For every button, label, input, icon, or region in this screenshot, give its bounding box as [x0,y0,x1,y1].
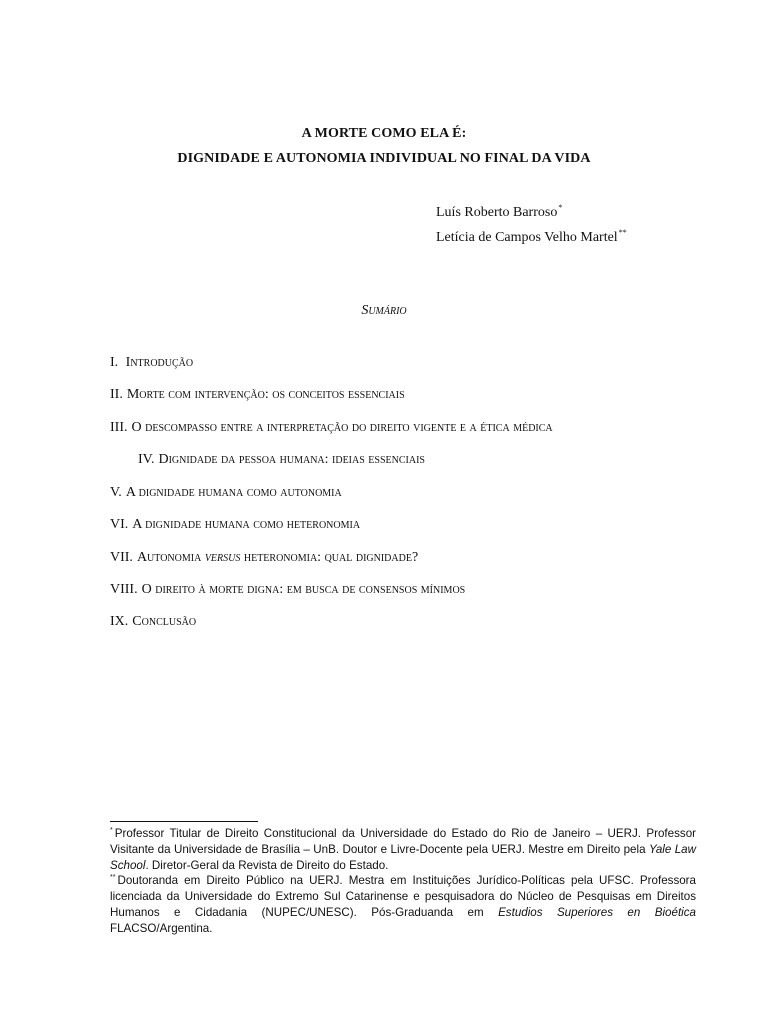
toc-text: Introdução [125,355,194,370]
toc-text: A dignidade humana como autonomia [125,485,342,500]
toc-number: V. [110,485,122,500]
toc-item [110,387,405,403]
toc-number: VI. [110,517,129,532]
toc-text: Conclusão [132,614,197,629]
footnote-2 [110,870,696,937]
toc-item [110,517,360,533]
toc-text: O direito à morte digna: em busca de consensos mínimos [141,582,466,597]
toc-item [110,614,196,630]
title-line-2: DIGNIDADE E AUTONOMIA INDIVIDUAL NO FINAL DA VIDA [177,151,591,166]
footnote-mark: ** [618,228,627,237]
footnote-text: . Diretor-Geral da Revista de Direito do Estado. [145,859,389,872]
toc-number: II. [110,387,123,402]
footnote-mark: * [558,203,563,212]
footnote-1 [110,823,696,874]
toc-item [110,550,418,566]
toc-number: III. [110,420,128,435]
footnote-italic: Yale Law School [110,843,696,872]
footnote-separator [110,821,258,822]
footnote-text: Professor Titular de Direito Constitucional da Universidade do Estado do Rio de Janeiro – UERJ. Professor Visitante da Universidade de Brasília – UnB. Doutor e Livre-Docente pela UERJ. Mestre em Direito pela [110,827,696,856]
toc-text: Dignidade da pessoa humana: ideias essenciais [158,452,425,467]
footnote-italic: Estudios Superiores en Bioética [498,906,696,919]
toc-number: IV. [138,452,155,467]
toc-text: Autonomia [136,550,202,565]
footnote-text: Doutoranda em Direito Público na UERJ. Mestra em Instituições Jurídico-Políticas pela UFSC. Professora licenciada da Universidade do Extremo Sul Catarinense e pesquisadora do Núcleo de Pesquisas em Direitos Humanos e Cidadania (NUPEC/UNESC). Pós-Graduanda em [110,874,696,919]
footnote-text: FLACSO/Argentina. [110,922,213,935]
toc-item [110,582,465,598]
toc-item [138,452,425,468]
toc-number: VIII. [110,582,138,597]
author-name: Luís Roberto Barroso [436,205,558,220]
summary-heading: Sumário [361,303,407,318]
toc-item [110,485,342,501]
author-name: Letícia de Campos Velho Martel [436,230,618,245]
toc-number: VII. [110,550,133,565]
title-line-1: A MORTE COMO ELA É: [301,126,467,141]
toc-text: A dignidade humana como heteronomia [132,517,361,532]
toc-text: Morte com intervenção: os conceitos essenciais [126,387,405,402]
footnote-mark: ** [110,874,116,881]
toc-italic-word: versus [204,550,241,565]
author-1 [436,203,562,221]
toc-text: O descompasso entre a interpretação do direito vigente e a ética médica [131,420,553,435]
toc-number: I. [110,355,119,370]
author-2 [436,228,627,246]
toc-item [110,355,193,371]
toc-number: IX. [110,614,129,629]
footnote-mark: * [110,827,113,834]
toc-item [110,420,553,436]
toc-text: heteronomia: qual dignidade? [243,550,419,565]
